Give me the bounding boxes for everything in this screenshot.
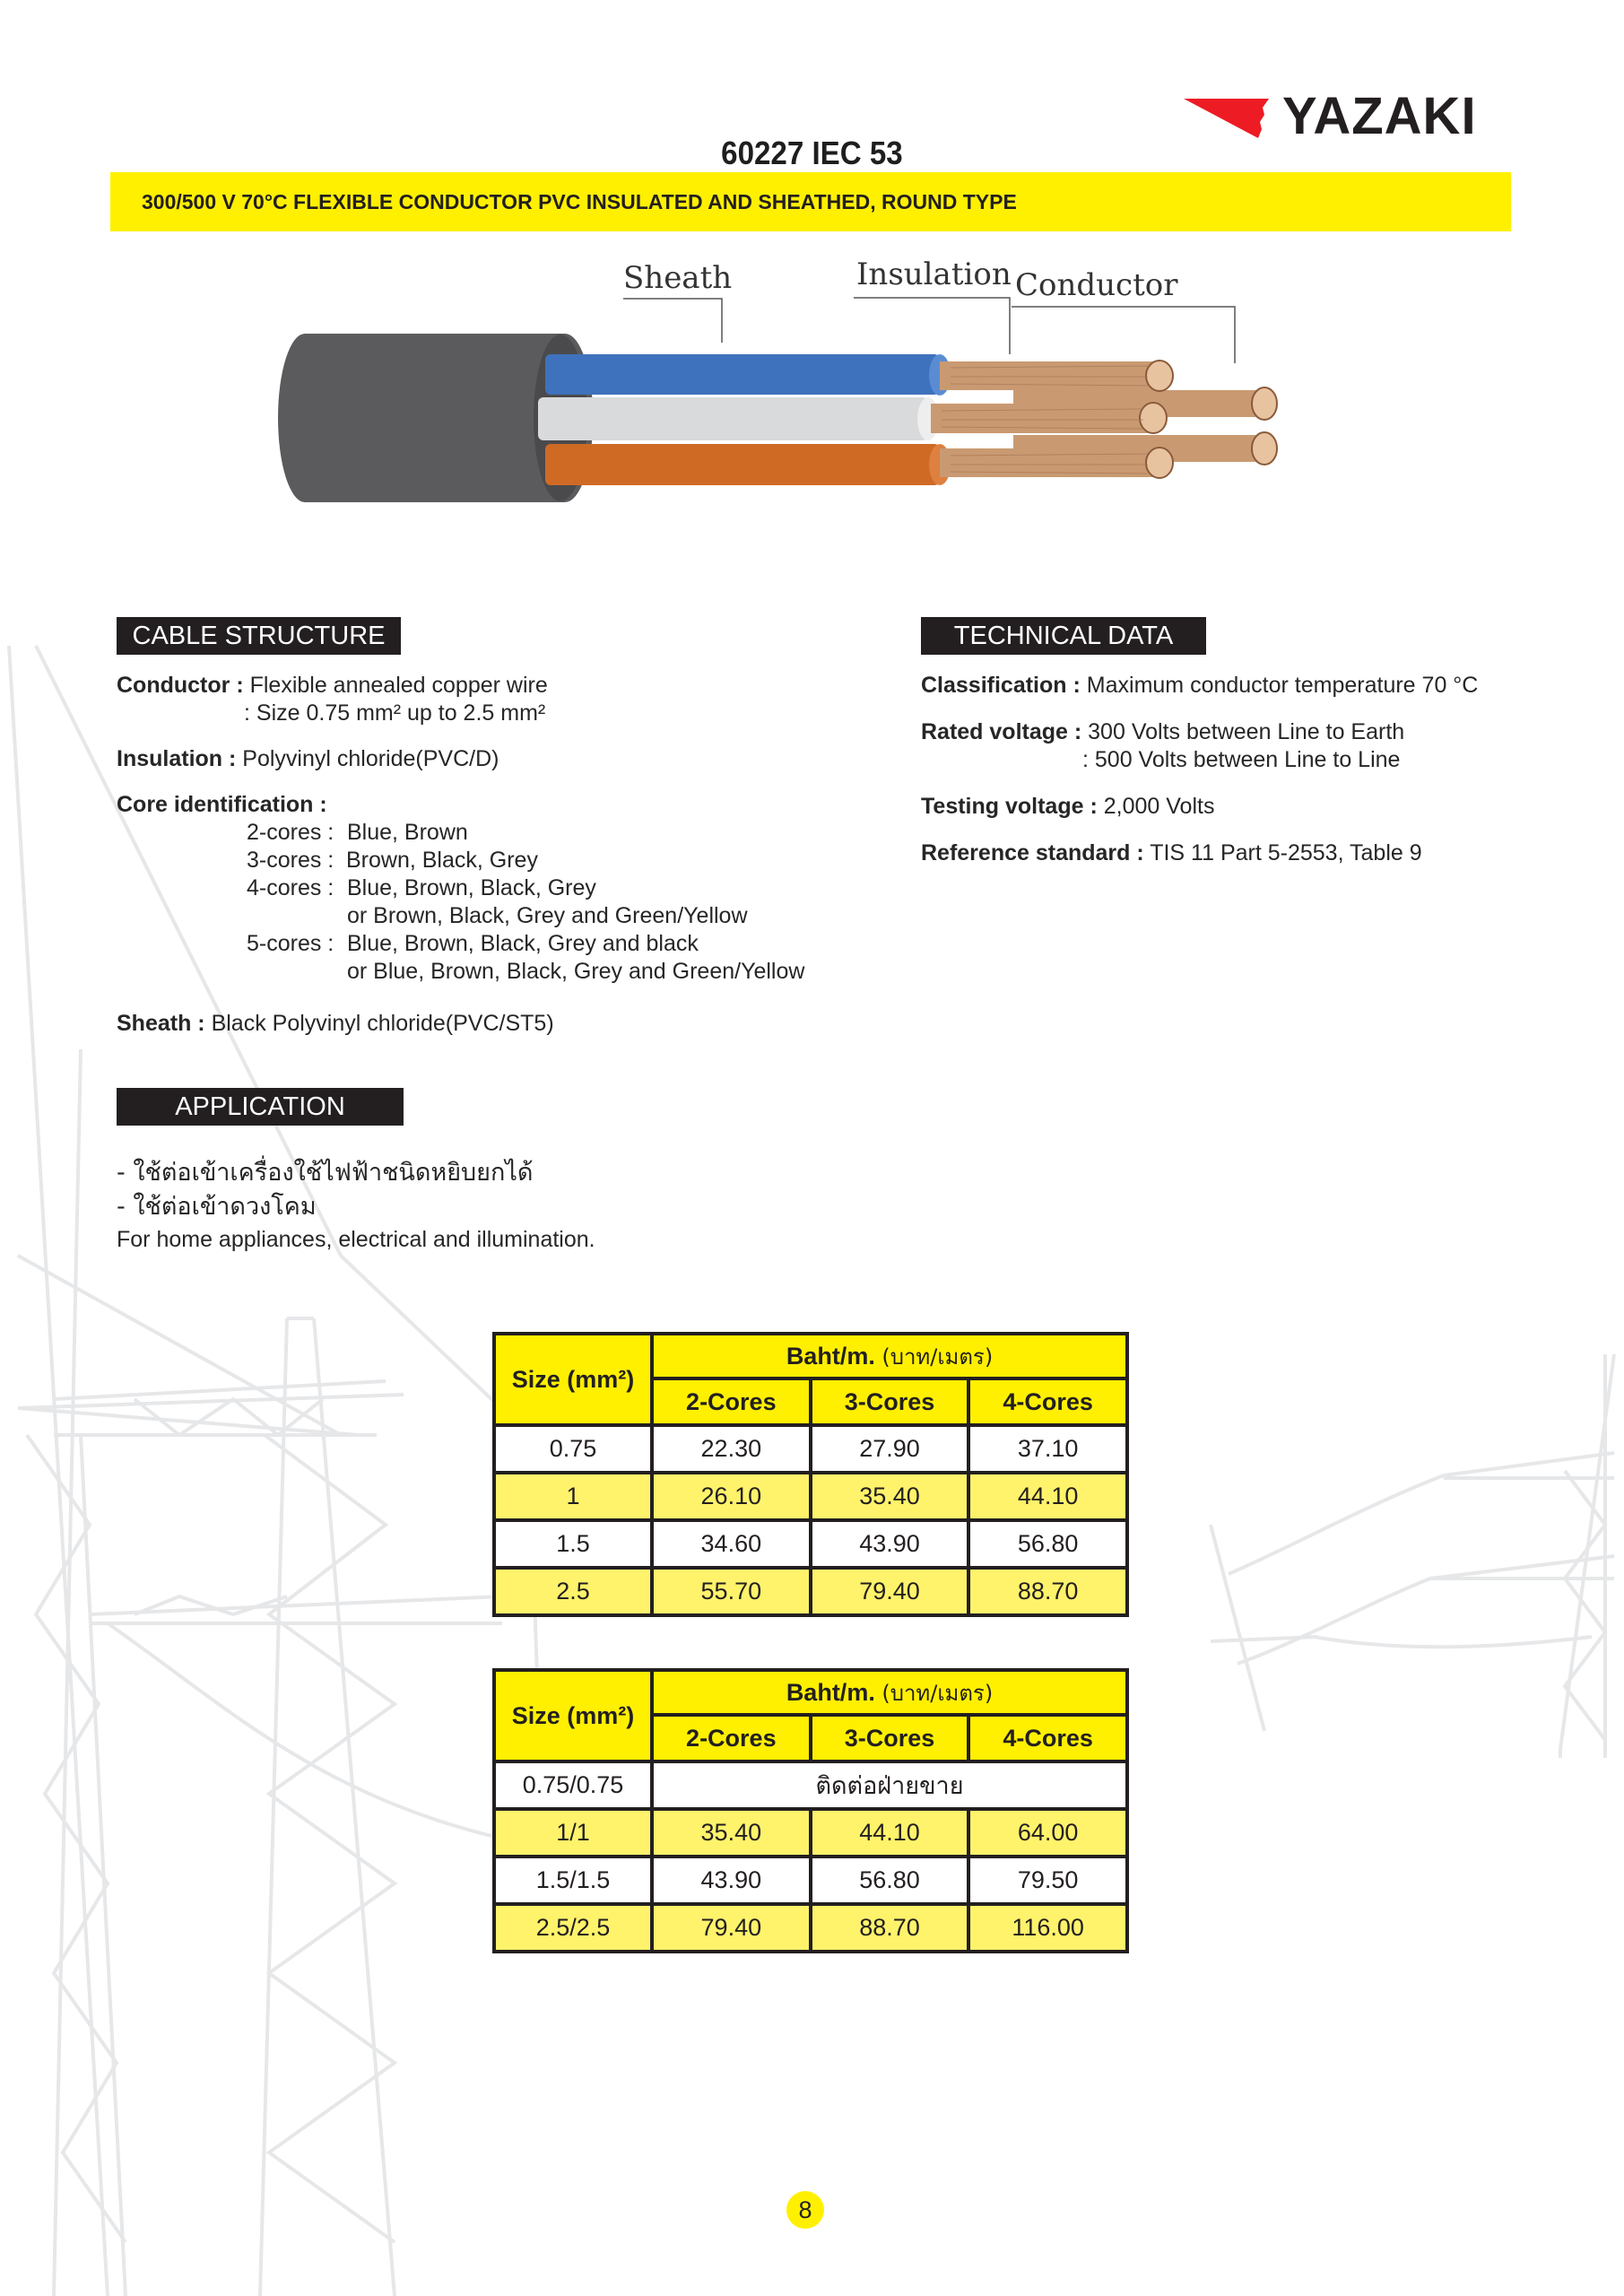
price-cell: 44.10	[811, 1809, 969, 1857]
yazaki-red-arrow-icon	[1184, 95, 1273, 140]
core-4-label: 4-cores :	[247, 875, 334, 900]
brand-name: YAZAKI	[1282, 87, 1477, 145]
conductor-label: Conductor :	[117, 673, 244, 698]
price-cell: 88.70	[968, 1568, 1127, 1615]
testing-voltage-label: Testing voltage :	[921, 794, 1098, 819]
price-cell: 34.60	[652, 1520, 811, 1568]
core-4-colors: Blue, Brown, Black, Grey	[347, 875, 596, 900]
price-cell: 44.10	[968, 1473, 1127, 1520]
size-cell: 1.5/1.5	[494, 1857, 652, 1904]
size-header: Size (mm²)	[494, 1334, 652, 1425]
sheath-row	[117, 1011, 554, 1037]
rated-voltage-line1: 300 Volts between Line to Earth	[1088, 719, 1405, 744]
table-row	[494, 1904, 1127, 1952]
table-row	[494, 1473, 1127, 1520]
rated-voltage-line2: : 500 Volts between Line to Line	[1082, 747, 1401, 772]
core-2-colors: Blue, Brown	[347, 820, 468, 845]
page-title: 60227 IEC 53	[721, 135, 903, 171]
table-row	[494, 1761, 1127, 1809]
title-banner	[110, 172, 1511, 231]
core-identification-label: Core identification :	[117, 792, 327, 817]
price-cell: 37.10	[968, 1425, 1127, 1473]
price-header: Baht/m. (บาท/เมตร)	[652, 1670, 1127, 1715]
rated-voltage-row	[921, 719, 1404, 745]
page-number: 8	[786, 2191, 824, 2229]
application-english: For home appliances, electrical and illumination.	[117, 1227, 595, 1252]
contact-sales-note: ติดต่อฝ่ายขาย	[652, 1761, 1127, 1809]
price-table-single	[492, 1332, 1129, 1617]
price-cell: 56.80	[811, 1857, 969, 1904]
size-cell: 1/1	[494, 1809, 652, 1857]
col-4-cores: 4-Cores	[968, 1715, 1127, 1761]
label-sheath: Sheath	[623, 260, 733, 296]
insulation-value: Polyvinyl chloride(PVC/D)	[242, 746, 499, 771]
classification-value: Maximum conductor temperature 70 °C	[1086, 673, 1479, 698]
price-cell: 35.40	[811, 1473, 969, 1520]
col-3-cores: 3-Cores	[811, 1378, 969, 1425]
testing-voltage-row	[921, 794, 1214, 820]
core-2-label: 2-cores :	[247, 820, 334, 845]
sheath-value: Black Polyvinyl chloride(PVC/ST5)	[211, 1011, 554, 1036]
table-row	[494, 1425, 1127, 1473]
insulation-blue	[545, 354, 940, 395]
price-cell: 55.70	[652, 1568, 811, 1615]
conductor-size: : Size 0.75 mm² up to 2.5 mm²	[244, 700, 546, 726]
insulation-grey	[538, 397, 928, 440]
table-row	[494, 1568, 1127, 1615]
col-3-cores: 3-Cores	[811, 1715, 969, 1761]
size-cell: 1.5	[494, 1520, 652, 1568]
size-cell: 2.5/2.5	[494, 1904, 652, 1952]
col-2-cores: 2-Cores	[652, 1715, 811, 1761]
technical-data-heading: TECHNICAL DATA	[921, 617, 1206, 655]
price-cell: 43.90	[652, 1857, 811, 1904]
insulation-row	[117, 746, 499, 772]
price-header: Baht/m. (บาท/เมตร)	[652, 1334, 1127, 1378]
application-thai-1: - ใช้ต่อเข้าเครื่องใช้ไฟฟ้าชนิดหยิบยกได้	[117, 1159, 534, 1187]
size-header: Size (mm²)	[494, 1670, 652, 1761]
core-5-label: 5-cores :	[247, 931, 334, 956]
label-conductor: Conductor	[1015, 267, 1178, 303]
price-cell: 27.90	[811, 1425, 969, 1473]
price-cell: 64.00	[968, 1809, 1127, 1857]
size-cell: 1	[494, 1473, 652, 1520]
insulation-brown	[545, 444, 940, 485]
price-cell: 79.40	[811, 1568, 969, 1615]
rated-voltage-label: Rated voltage :	[921, 719, 1082, 744]
size-cell: 2.5	[494, 1568, 652, 1615]
banner-subtitle: 300/500 V 70°C FLEXIBLE CONDUCTOR PVC INSULATED AND SHEATHED, ROUND TYPE	[142, 190, 1017, 213]
conductor-value: Flexible annealed copper wire	[249, 673, 548, 698]
price-cell: 79.40	[652, 1904, 811, 1952]
core-4-colors-alt: or Brown, Black, Grey and Green/Yellow	[347, 903, 748, 928]
cable-structure-heading: CABLE STRUCTURE	[117, 617, 401, 655]
reference-standard-row	[921, 840, 1422, 866]
sheath-label: Sheath :	[117, 1011, 205, 1036]
size-cell: 0.75/0.75	[494, 1761, 652, 1809]
col-4-cores: 4-Cores	[968, 1378, 1127, 1425]
core-5-colors-alt: or Blue, Brown, Black, Grey and Green/Yellow	[347, 959, 805, 984]
price-cell: 88.70	[811, 1904, 969, 1952]
price-cell: 43.90	[811, 1520, 969, 1568]
price-cell: 22.30	[652, 1425, 811, 1473]
size-cell: 0.75	[494, 1425, 652, 1473]
table-row	[494, 1857, 1127, 1904]
label-insulation: Insulation	[856, 257, 1012, 292]
table-row	[494, 1809, 1127, 1857]
testing-voltage-value: 2,000 Volts	[1103, 794, 1215, 819]
price-cell: 56.80	[968, 1520, 1127, 1568]
price-cell: 79.50	[968, 1857, 1127, 1904]
core-5-colors: Blue, Brown, Black, Grey and black	[347, 931, 699, 956]
application-thai-2: - ใช้ต่อเข้าดวงโคม	[117, 1193, 317, 1221]
classification-row	[921, 673, 1478, 699]
cable-diagram	[269, 242, 1300, 529]
price-cell: 26.10	[652, 1473, 811, 1520]
price-cell: 35.40	[652, 1809, 811, 1857]
classification-label: Classification :	[921, 673, 1081, 698]
core-3-colors: Brown, Black, Grey	[346, 848, 538, 873]
col-2-cores: 2-Cores	[652, 1378, 811, 1425]
table-row	[494, 1520, 1127, 1568]
price-cell: 116.00	[968, 1904, 1127, 1952]
core-3-label: 3-cores :	[247, 848, 334, 873]
insulation-label: Insulation :	[117, 746, 237, 771]
price-table-twin	[492, 1668, 1129, 1953]
application-heading: APPLICATION	[117, 1088, 404, 1126]
conductor-row	[117, 673, 548, 699]
reference-standard-label: Reference standard :	[921, 840, 1144, 865]
reference-standard-value: TIS 11 Part 5-2553, Table 9	[1150, 840, 1422, 865]
